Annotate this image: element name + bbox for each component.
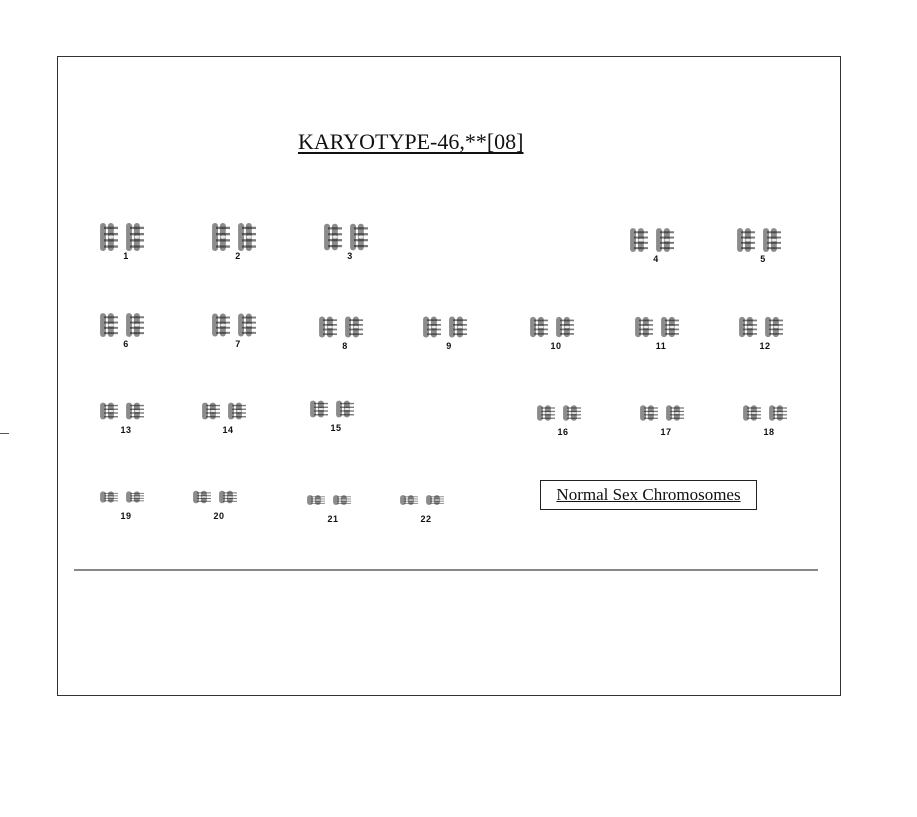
chromosome-pair-image bbox=[315, 219, 385, 253]
chromosome-pair-6 bbox=[91, 307, 161, 351]
chromosome-pair-18 bbox=[734, 395, 804, 439]
chromosome-pair-image bbox=[528, 395, 598, 429]
chromosome-pair-14 bbox=[193, 393, 263, 437]
chromosome-pair-image bbox=[730, 309, 800, 343]
chromosome-number-label: 5 bbox=[760, 254, 766, 264]
chromosome-pair-1 bbox=[91, 219, 161, 263]
chromosome-number-label: 13 bbox=[120, 425, 132, 435]
chromosome-pair-image bbox=[728, 222, 798, 256]
chromosome-number-label: 2 bbox=[235, 251, 241, 261]
chromosome-pair-13 bbox=[91, 393, 161, 437]
chromosome-pair-image bbox=[734, 395, 804, 429]
chromosome-pair-image bbox=[626, 309, 696, 343]
chromosome-number-label: 17 bbox=[660, 427, 672, 437]
chromosome-pair-22 bbox=[391, 482, 461, 526]
chromosome-number-label: 9 bbox=[446, 341, 452, 351]
chromosome-number-label: 18 bbox=[763, 427, 775, 437]
chromosome-pair-16 bbox=[528, 395, 598, 439]
chromosome-pair-image bbox=[91, 219, 161, 253]
chromosome-pair-image bbox=[631, 395, 701, 429]
chromosome-number-label: 14 bbox=[222, 425, 234, 435]
divider-line bbox=[74, 569, 818, 571]
chromosome-pair-8 bbox=[310, 309, 380, 353]
chromosome-pair-20 bbox=[184, 479, 254, 523]
chromosome-pair-2 bbox=[203, 219, 273, 263]
chromosome-number-label: 20 bbox=[213, 511, 225, 521]
chromosome-pair-image bbox=[91, 479, 161, 513]
margin-tick-mark bbox=[0, 433, 9, 434]
chromosome-pair-image bbox=[310, 309, 380, 343]
chromosome-number-label: 19 bbox=[120, 511, 132, 521]
chromosome-pair-15 bbox=[301, 391, 371, 435]
chromosome-number-label: 6 bbox=[123, 339, 129, 349]
chromosome-pair-image bbox=[298, 482, 368, 516]
chromosome-number-label: 10 bbox=[550, 341, 562, 351]
chromosome-pair-7 bbox=[203, 307, 273, 351]
chromosome-number-label: 12 bbox=[759, 341, 771, 351]
karyogram-panel bbox=[57, 56, 841, 696]
chromosome-pair-3 bbox=[315, 219, 385, 263]
chromosome-pair-9 bbox=[414, 309, 484, 353]
chromosome-number-label: 4 bbox=[653, 254, 659, 264]
chromosome-number-label: 11 bbox=[655, 341, 667, 351]
chromosome-pair-10 bbox=[521, 309, 591, 353]
chromosome-pair-image bbox=[301, 391, 371, 425]
sex-chromosomes-box: Normal Sex Chromosomes bbox=[540, 480, 757, 510]
chromosome-pair-19 bbox=[91, 479, 161, 523]
chromosome-number-label: 22 bbox=[420, 514, 432, 524]
chromosome-number-label: 1 bbox=[123, 251, 129, 261]
chromosome-pair-21 bbox=[298, 482, 368, 526]
chromosome-pair-image bbox=[521, 309, 591, 343]
chromosome-pair-12 bbox=[730, 309, 800, 353]
chromosome-pair-11 bbox=[626, 309, 696, 353]
chromosome-pair-5 bbox=[728, 222, 798, 266]
chromosome-pair-image bbox=[621, 222, 691, 256]
chromosome-pair-image bbox=[203, 219, 273, 253]
chromosome-pair-image bbox=[91, 393, 161, 427]
chromosome-pair-image bbox=[414, 309, 484, 343]
chromosome-number-label: 8 bbox=[342, 341, 348, 351]
chromosome-pair-image bbox=[184, 479, 254, 513]
chromosome-pair-image bbox=[391, 482, 461, 516]
chromosome-pair-4 bbox=[621, 222, 691, 266]
chromosome-pair-image bbox=[203, 307, 273, 341]
chromosome-number-label: 16 bbox=[557, 427, 569, 437]
karyotype-title: KARYOTYPE-46,**[08] bbox=[298, 129, 524, 154]
chromosome-number-label: 15 bbox=[330, 423, 342, 433]
chromosome-pair-17 bbox=[631, 395, 701, 439]
chromosome-pair-image bbox=[193, 393, 263, 427]
chromosome-pair-image bbox=[91, 307, 161, 341]
chromosome-number-label: 7 bbox=[235, 339, 241, 349]
chromosome-number-label: 3 bbox=[347, 251, 353, 261]
chromosome-number-label: 21 bbox=[327, 514, 339, 524]
